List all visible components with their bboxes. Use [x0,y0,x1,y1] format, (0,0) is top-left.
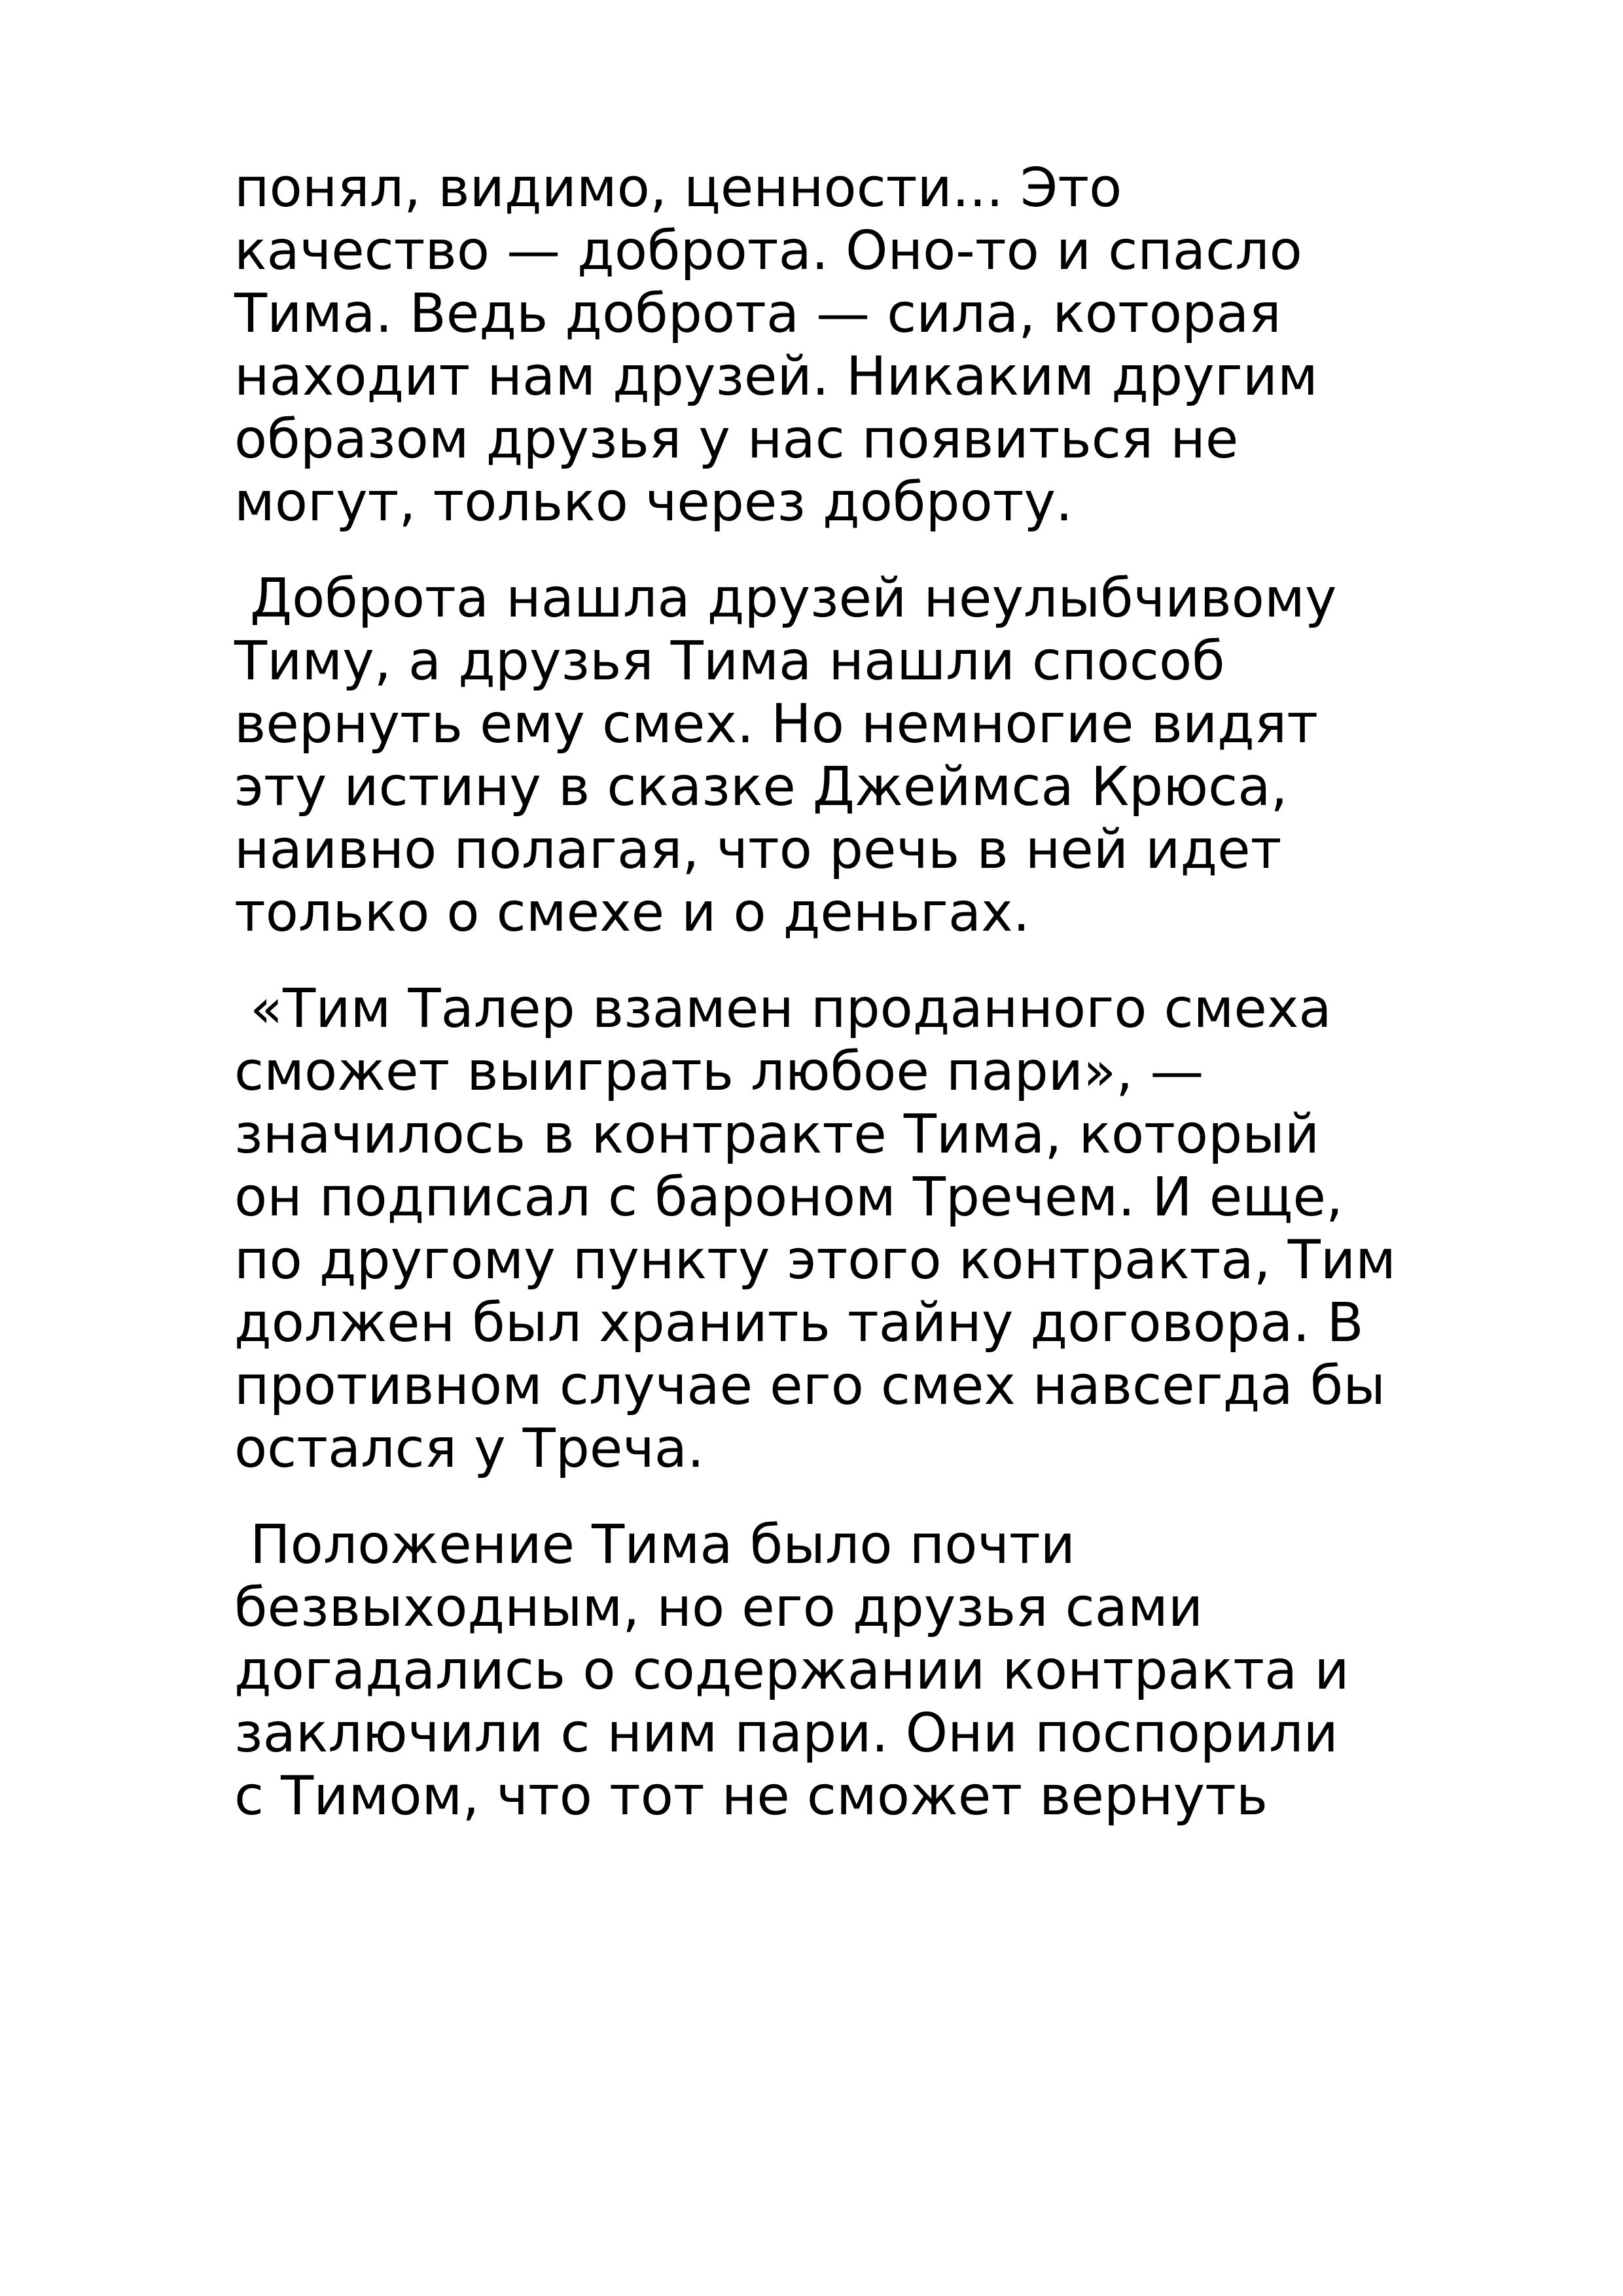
text-line: находит нам друзей. Никаким другим [234,346,1318,408]
text-line: противном случае его смех навсегда бы [234,1355,1386,1417]
text-line: Положение Тима было почти [250,1514,1075,1576]
text-line: Тима. Ведь доброта — сила, которая [234,283,1281,345]
text-line: безвыходным, но его друзья сами [234,1577,1204,1639]
text-line: образом друзья у нас появиться не [234,408,1239,471]
text-line: с Тимом, что тот не сможет вернуть [234,1765,1268,1827]
text-line: качество — доброта. Оно-то и спасло [234,220,1302,282]
text-line: могут, только через доброту. [234,471,1073,533]
text-line: остался у Треча. [234,1418,705,1480]
text-line: «Тим Талер взамен проданного смеха [250,978,1332,1040]
paragraph-2 [234,567,1543,944]
text-line: только о смехе и о деньгах. [234,882,1030,944]
text-line: сможет выиграть любое пари», — [234,1041,1204,1103]
body-text [234,157,1543,1861]
text-line: наивно полагая, что речь в ней идет [234,819,1282,881]
text-line: должен был хранить тайну договора. В [234,1292,1364,1354]
text-line: он подписал с бароном Тречем. И еще, [234,1166,1344,1229]
text-line: понял, видимо, ценности... Это [234,157,1122,219]
paragraph-3 [234,978,1543,1480]
text-line: Доброта нашла друзей неулыбчивому [250,567,1337,630]
paragraph-1 [234,157,1543,534]
text-line: эту истину в сказке Джеймса Крюса, [234,756,1288,818]
text-line: Тиму, а друзья Тима нашли способ [234,630,1225,692]
text-line: заключили с ним пари. Они поспорили [234,1702,1338,1765]
text-line: вернуть ему смех. Но немногие видят [234,693,1318,755]
text-line: по другому пункту этого контракта, Тим [234,1229,1397,1291]
text-line: догадались о содержании контракта и [234,1640,1349,1702]
text-line: значилось в контракте Тима, который [234,1103,1320,1166]
paragraph-4 [234,1514,1543,1828]
